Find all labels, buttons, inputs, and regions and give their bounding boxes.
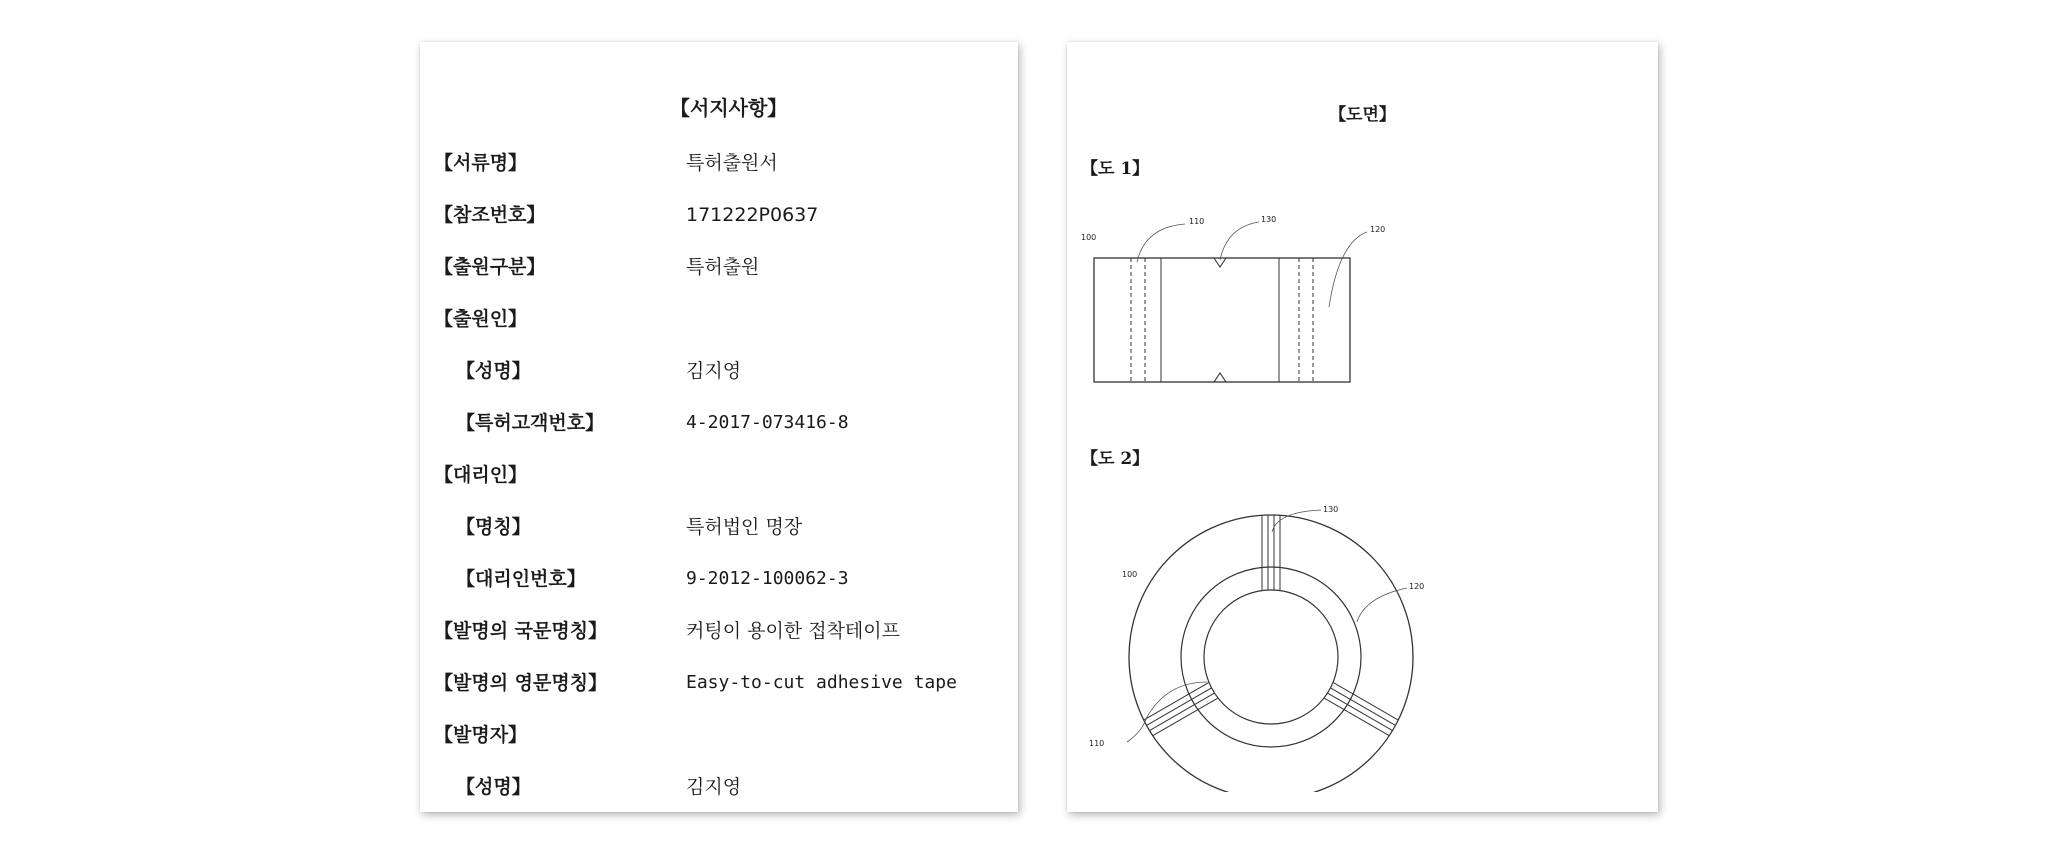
field-label: 【참조번호】 [434,204,546,226]
bottom-notch [1214,373,1226,382]
field-value: 특허출원서 [686,152,778,174]
ref-130: 130 [1261,215,1277,224]
middle-ring [1181,567,1361,747]
field-label: 【명칭】 [456,516,531,538]
field-label: 【대리인】 [434,464,528,486]
ref-120: 120 [1409,582,1425,591]
field-label: 【특허고객번호】 [456,412,605,434]
cut-line-right [1144,683,1218,736]
field-value: 특허출원 [686,256,760,278]
ref-110: 110 [1089,739,1105,748]
bibliographic-page [420,42,1018,812]
field-label: 【출원인】 [434,308,528,330]
field-value: 김지영 [686,360,742,382]
bibliographic-title: 【서지사항】 [670,96,788,120]
field-label: 【서류명】 [434,152,528,174]
figure-2-label: 【도 2】 [1081,449,1150,469]
field-label: 【성명】 [456,360,531,382]
tape-body [1094,258,1350,382]
ref-100: 100 [1081,233,1097,242]
cut-lines [1131,258,1313,382]
cut-line-top [1262,515,1280,590]
drawings-page [1067,42,1658,812]
ref-120: 120 [1370,225,1386,234]
ref-100: 100 [1122,570,1138,579]
inner-ring [1204,590,1338,724]
field-value: 김지영 [686,776,742,798]
field-value: 9-2012-100062-3 [686,568,849,589]
field-label: 【발명의 국문명칭】 [434,620,608,642]
figure-2-drawing [1067,492,1467,792]
figure-1-label: 【도 1】 [1081,159,1150,179]
field-value: 4-2017-073416-8 [686,412,849,433]
ref-110: 110 [1189,217,1205,226]
field-label: 【대리인번호】 [456,568,586,590]
field-value: 커팅이 용이한 접착테이프 [686,620,900,642]
field-value: Easy-to-cut adhesive tape [686,672,957,693]
field-value: 171222P0637 [686,204,819,226]
field-label: 【출원구분】 [434,256,546,278]
field-value: 특허법인 명장 [686,516,803,538]
outer-ring [1129,515,1413,792]
field-label: 【성명】 [456,776,531,798]
field-label: 【발명자】 [434,724,528,746]
drawings-title: 【도면】 [1329,105,1396,125]
ref-130: 130 [1323,505,1339,514]
field-label: 【발명의 영문명칭】 [434,672,608,694]
cut-line-left [1325,683,1399,736]
figure-1-drawing [1067,202,1427,432]
